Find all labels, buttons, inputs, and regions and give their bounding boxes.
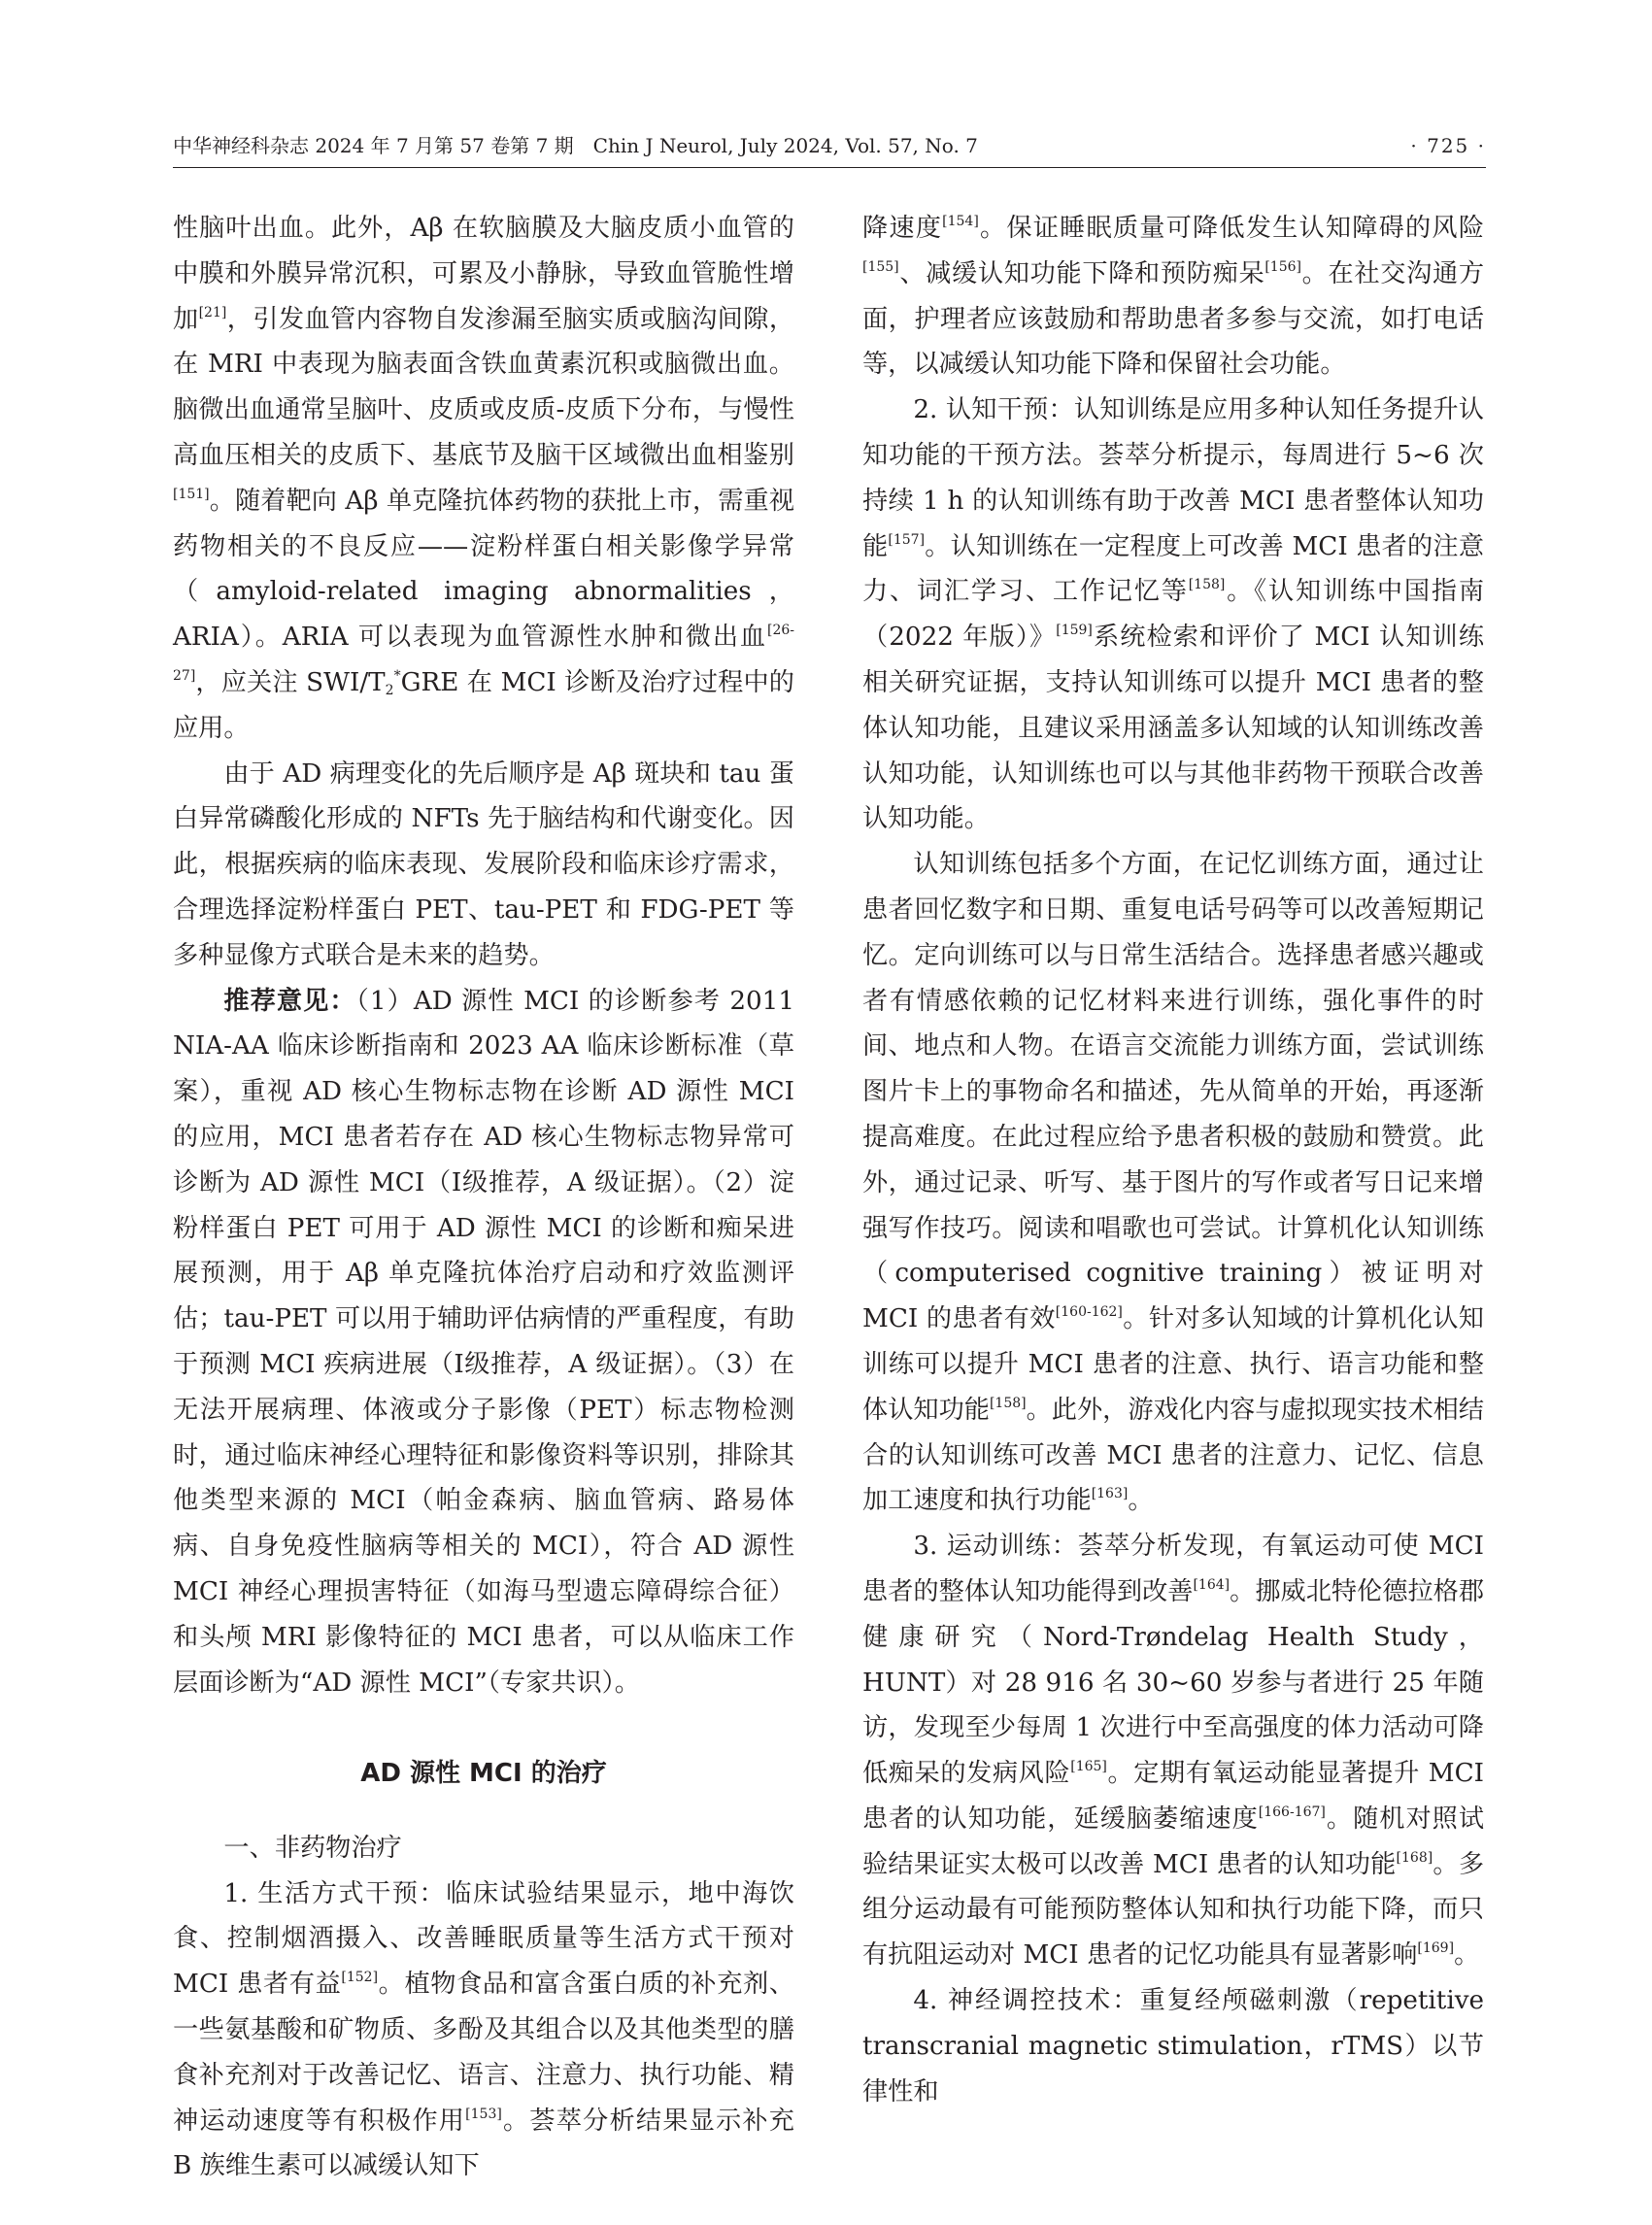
citation-ref: [169] bbox=[1417, 1940, 1455, 1957]
right-column bbox=[862, 206, 1484, 2114]
paragraph: 由于 AD 病理变化的先后顺序是 Aβ 斑块和 tau 蛋白异常磷酸化形成的 NFTs 先于脑结构和代谢变化。因此，根据疾病的临床表现、发展阶段和临床诊疗需求，合理选择淀粉样蛋白 PET、tau-PET 和 FDG-PET 等多种显像方式联合是未来的趋势。 bbox=[173, 759, 794, 970]
recommendation-label: 推荐意见： bbox=[223, 985, 356, 1016]
citation-ref: [151] bbox=[173, 486, 210, 502]
citation-ref: [155] bbox=[862, 258, 899, 275]
paragraph: 2. 认知干预：认知训练是应用多种认知任务提升认知功能的干预方法。荟萃分析提示，每周进行 5~6 次持续 1 h 的认知训练有助于改善 MCI 患者整体认知功能[157]。认知训练在一定程度上可改善 MCI 患者的注意力、词汇学习、工作记忆等[158]。《认知训练中国指南（2022 年版）》[159]系统检索和评价了 MCI 认知训练相关研究证据，支持认知训练可以提升 MCI 患者的整体认知功能，且建议采用涵盖多认知域的认知训练改善认知功能，认知训练也可以与其他非药物干预联合改善认知功能。 bbox=[862, 395, 1485, 834]
paragraph: 性脑叶出血。此外，Aβ 在软脑膜及大脑皮质小血管的中膜和外膜异常沉积，可累及小静脉，导致血管脆性增加[21]，引发血管内容物自发渗漏至脑实质或脑沟间隙，在 MRI 中表现为脑表面含铁血黄素沉积或脑微出血。脑微出血通常呈脑叶、皮质或皮质-皮质下分布，与慢性高血压相关的皮质下、基底节及脑干区域微出血相鉴别[151]。随着靶向 Aβ 单克隆抗体药物的获批上市，需重视药物相关的不良反应——淀粉样蛋白相关影像学异常（amyloid-related imaging abnormalities，ARIA）。ARIA 可以表现为血管源性水肿和微出血[26-27]，应关注 SWI/$T_2^*GRE$ 在 MCI 诊断及治疗过程中的应用。 bbox=[173, 214, 795, 743]
page-number: · 725 · bbox=[1410, 134, 1486, 157]
citation-ref: [164] bbox=[1193, 1576, 1231, 1593]
paragraph: 1. 生活方式干预：临床试验结果显示，地中海饮食、控制烟酒摄入、改善睡眠质量等生活方式干预对 MCI 患者有益[152]。植物食品和富含蛋白质的补充剂、一些氨基酸和矿物质、多酚及其组合以及其他类型的膳食补充剂对于改善记忆、语言、注意力、执行功能、精神运动速度等有积极作用[153]。荟萃分析结果显示补充 B 族维生素可以减缓认知下 bbox=[173, 1878, 794, 2181]
left-column bbox=[173, 206, 794, 2189]
citation-ref: [26-27] bbox=[173, 623, 794, 684]
citation-ref: [21] bbox=[198, 304, 227, 320]
citation-ref: [165] bbox=[1070, 1759, 1107, 1775]
paragraph: 认知训练包括多个方面，在记忆训练方面，通过让患者回忆数字和日期、重复电话号码等可以改善短期记忆。定向训练可以与日常生活结合。选择患者感兴趣或者有情感依赖的记忆材料来进行训练，强化事件的时间、地点和人物。在语言交流能力训练方面，尝试训练图片卡上的事物命名和描述，先从简单的开始，再逐渐提高难度。在此过程应给予患者积极的鼓励和赞赏。此外，通过记录、听写、基于图片的写作或者写日记来增强写作技巧。阅读和唱歌也可尝试。计算机化认知训练（computerised cognitive training）被证明对 MCI 的患者有效[160-162]。针对多认知域的计算机化认知训练可以提升 MCI 患者的注意、执行、语言功能和整体认知功能[158]。此外，游戏化内容与虚拟现实技术相结合的认知训练可改善 MCI 患者的注意力、记忆、信息加工速度和执行功能[163]。 bbox=[862, 850, 1485, 1516]
citation-ref: [158] bbox=[1188, 577, 1226, 593]
citation-ref: [157] bbox=[888, 531, 926, 548]
citation-ref: [168] bbox=[1396, 1849, 1433, 1866]
citation-ref: [160-162] bbox=[1055, 1304, 1123, 1321]
recommendation-paragraph: 推荐意见：（1）AD 源性 MCI 的诊断参考 2011 NIA-AA 临床诊断指南和 2023 AA 临床诊断标准（草案），重视 AD 核心生物标志物在诊断 AD 源性 MCI 的应用，MCI 患者若存在 AD 核心生物标志物异常可诊断为 AD 源性 MCI（Ⅰ级推荐，A 级证据）。（2）淀粉样蛋白 PET 可用于 AD 源性 MCI 的诊断和痴呆进展预测，用于 Aβ 单克隆抗体治疗启动和疗效监测评估；tau-PET 可以用于辅助评估病情的严重程度，有助于预测 MCI 疾病进展（Ⅰ级推荐，A 级证据）。（3）在无法开展病理、体液或分子影像（PET）标志物检测时，通过临床神经心理特征和影像资料等识别，排除其他类型来源的 MCI（帕金森病、脑血管病、路易体病、自身免疫性脑病等相关的 MCI），符合 AD 源性 MCI 神经心理损害特征（如海马型遗忘障碍综合征）和头颅 MRI 影像特征的 MCI 患者，可以从临床工作层面诊断为“AD 源性 MCI”（专家共识）。 bbox=[173, 985, 795, 1698]
citation-ref: [152] bbox=[341, 1970, 379, 1986]
citation-ref: [156] bbox=[1264, 258, 1301, 275]
section-heading: AD 源性 MCI 的治疗 bbox=[360, 1759, 607, 1789]
citation-ref: [166-167] bbox=[1258, 1804, 1326, 1820]
citation-ref: [158] bbox=[989, 1395, 1027, 1411]
paragraph: 降速度[154]。保证睡眠质量可降低发生认知障碍的风险[155]、减缓认知功能下降和预防痴呆[156]。在社交沟通方面，护理者应该鼓励和帮助患者多参与交流，如打电话等，以减缓认知功能下降和保留社会功能。 bbox=[862, 214, 1485, 380]
paragraph: 3. 运动训练：荟萃分析发现，有氧运动可使 MCI 患者的整体认知功能得到改善[164]。挪威北特伦德拉格郡健康研究（Nord-Trøndelag Health Study，HUNT）对 28 916 名 30~60 岁参与者进行 25 年随访，发现至少每周 1 次进行中至高强度的体力活动可降低痴呆的发病风险[165]。定期有氧运动能显著提升 MCI 患者的认知功能，延缓脑萎缩速度[166-167]。随机对照试验结果证实太极可以改善 MCI 患者的认知功能[168]。多组分运动最有可能预防整体认知和执行功能下降，而只有抗阻运动对 MCI 患者的记忆功能具有显著影响[169]。 bbox=[862, 1532, 1485, 1971]
citation-ref: [163] bbox=[1091, 1486, 1129, 1502]
journal-citation: 中华神经科杂志 2024 年 7 月第 57 卷第 7 期 Chin J Neurol, July 2024, Vol. 57, No. 7 bbox=[173, 134, 978, 157]
header-rule bbox=[173, 167, 1486, 168]
citation-ref: [159] bbox=[1056, 623, 1093, 639]
citation-ref: [153] bbox=[465, 2106, 502, 2122]
subsection-heading: 一、非药物治疗 bbox=[223, 1833, 402, 1863]
citation-ref: [154] bbox=[942, 214, 979, 229]
paragraph: 4. 神经调控技术：重复经颅磁刺激（repetitive transcranial magnetic stimulation，rTMS）以节律性和 bbox=[862, 1986, 1484, 2107]
